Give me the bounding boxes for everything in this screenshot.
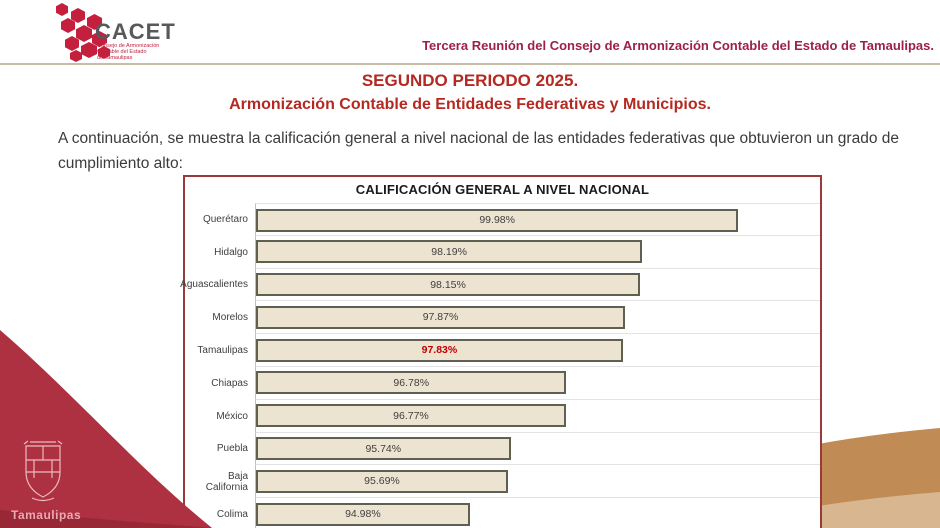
category-label: Querétaro xyxy=(202,213,248,225)
bar xyxy=(256,371,566,394)
chart-rows xyxy=(180,203,820,528)
chart-row xyxy=(185,203,820,236)
bar xyxy=(256,306,625,329)
bar-cell xyxy=(255,367,820,400)
bar-value-label: 98.15% xyxy=(430,278,466,291)
bar-value-label: 95.74% xyxy=(365,442,402,455)
chart-row xyxy=(185,433,820,466)
bar-cell xyxy=(255,301,820,334)
category-label: Morelos xyxy=(212,312,248,324)
tamaulipas-label: Tamaulipas xyxy=(11,508,82,522)
bar-cell xyxy=(255,465,820,498)
category-label: Puebla xyxy=(216,443,248,455)
divider-line xyxy=(0,63,940,65)
bar-cell xyxy=(255,334,820,367)
ribbon-title: Tercera Reunión del Consejo de Armonización Contable del Estado de Tamaulipas. xyxy=(422,38,934,53)
chart-row xyxy=(185,367,820,400)
bar-cell xyxy=(255,400,820,433)
cacet-brand-text: CACET xyxy=(95,19,176,44)
bottom-right-accent-shape xyxy=(818,424,940,528)
chart-row xyxy=(180,269,820,302)
slide-subtitle: Armonización Contable de Entidades Federativas y Municipios. xyxy=(229,96,711,113)
bar-cell xyxy=(255,498,820,528)
bar-value-label: 98.19% xyxy=(431,245,467,258)
bar xyxy=(256,240,642,263)
category-label: Aguascalientes xyxy=(180,279,248,291)
slide-title: SEGUNDO PERIODO 2025. xyxy=(361,71,579,90)
bar xyxy=(256,209,738,232)
chart-row xyxy=(185,465,820,498)
bar-cell xyxy=(255,433,820,466)
tamaulipas-crest-icon xyxy=(22,440,64,502)
chart-row xyxy=(185,301,820,334)
bar-value-label: 97.83% xyxy=(421,344,458,357)
cacet-subtext: Consejo de Armonización Contable del Estado de Tamaulipas xyxy=(97,43,160,61)
bar-value-label: 96.77% xyxy=(393,409,429,422)
chart-row xyxy=(185,400,820,433)
bar xyxy=(256,404,566,427)
bar xyxy=(256,339,623,362)
category-label: Colima xyxy=(216,509,248,521)
bar-value-label: 97.87% xyxy=(422,311,459,324)
chart-panel xyxy=(180,175,822,528)
bar-cell xyxy=(255,236,820,269)
bar-value-label: 99.98% xyxy=(479,214,515,226)
chart-row xyxy=(185,498,820,528)
category-label: Baja California xyxy=(205,470,248,493)
cacet-hexagon-icon xyxy=(56,3,68,16)
bar xyxy=(256,273,640,296)
bar-cell xyxy=(255,269,820,302)
bar-value-label: 94.98% xyxy=(345,508,381,521)
category-label: Tamaulipas xyxy=(197,345,248,357)
chart-row xyxy=(185,334,820,367)
chart-title: CALIFICACIÓN GENERAL A NIVEL NACIONAL xyxy=(355,182,650,197)
bar xyxy=(256,503,470,526)
bar-value-label: 95.69% xyxy=(364,475,400,488)
bar xyxy=(256,437,511,460)
bar xyxy=(256,470,508,493)
category-label: Chiapas xyxy=(211,377,248,389)
bar-cell xyxy=(255,203,820,236)
category-label: Hidalgo xyxy=(214,246,248,258)
bar-value-label: 96.78% xyxy=(393,376,430,389)
category-label: México xyxy=(216,410,248,422)
chart-row xyxy=(185,236,820,269)
intro-paragraph: A continuación, se muestra la calificación general a nivel nacional de las entidades federativas que obtuvieron un grado de cumplimiento alto: xyxy=(58,130,899,172)
